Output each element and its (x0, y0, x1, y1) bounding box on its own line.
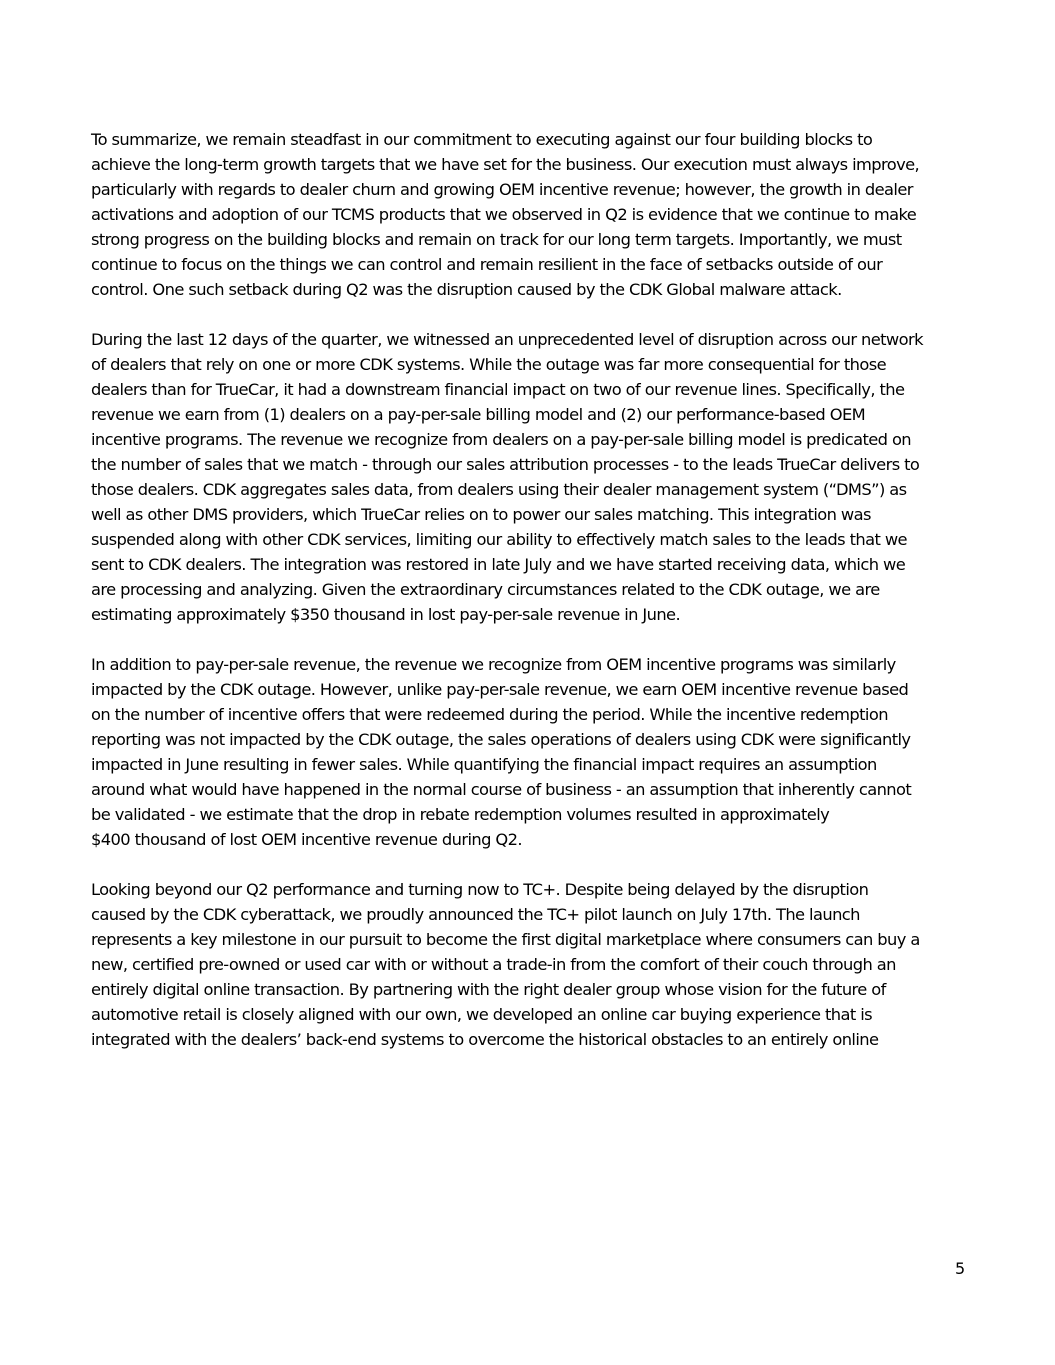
text-line: In addition to pay-per-sale revenue, the revenue we recognize from OEM incentive programs was similarly (91, 655, 896, 674)
text-line: those dealers. CDK aggregates sales data, from dealers using their dealer management system (“DMS”) as (91, 480, 907, 499)
page-number: 5 (955, 1259, 966, 1278)
text-line: well as other DMS providers, which TrueCar relies on to power our sales matching. This integration was (91, 505, 871, 524)
text-line: integrated with the dealers’ back-end systems to overcome the historical obstacles to an entirely online (91, 1030, 879, 1049)
paragraph-cdk-disruption (91, 327, 971, 627)
text-line: control. One such setback during Q2 was the disruption caused by the CDK Global malware attack. (91, 280, 842, 299)
text-line: revenue we earn from (1) dealers on a pay-per-sale billing model and (2) our performance-based OEM (91, 405, 866, 424)
text-line: reporting was not impacted by the CDK outage, the sales operations of dealers using CDK were significantly (91, 730, 911, 749)
text-line: continue to focus on the things we can control and remain resilient in the face of setbacks outside of our (91, 255, 883, 274)
text-line: the number of sales that we match - through our sales attribution processes - to the leads TrueCar delivers to (91, 455, 920, 474)
text-line: strong progress on the building blocks and remain on track for our long term targets. Importantly, we must (91, 230, 902, 249)
text-line: Looking beyond our Q2 performance and turning now to TC+. Despite being delayed by the disruption (91, 880, 869, 899)
text-line: represents a key milestone in our pursuit to become the first digital marketplace where consumers can buy a (91, 930, 920, 949)
text-line: around what would have happened in the normal course of business - an assumption that inherently cannot (91, 780, 912, 799)
text-line: entirely digital online transaction. By partnering with the right dealer group whose vision for the future of (91, 980, 886, 999)
text-line: impacted in June resulting in fewer sales. While quantifying the financial impact requires an assumption (91, 755, 877, 774)
text-line: To summarize, we remain steadfast in our commitment to executing against our four building blocks to (91, 130, 873, 149)
text-line: $400 thousand of lost OEM incentive revenue during Q2. (91, 830, 522, 849)
text-line: caused by the CDK cyberattack, we proudly announced the TC+ pilot launch on July 17th. The launch (91, 905, 860, 924)
text-line: on the number of incentive offers that were redeemed during the period. While the incentive redemption (91, 705, 888, 724)
text-line: of dealers that rely on one or more CDK systems. While the outage was far more consequential for those (91, 355, 886, 374)
text-line: dealers than for TrueCar, it had a downstream financial impact on two of our revenue lines. Specifically, the (91, 380, 905, 399)
text-line: be validated - we estimate that the drop in rebate redemption volumes resulted in approximately (91, 805, 830, 824)
text-line: During the last 12 days of the quarter, we witnessed an unprecedented level of disruption across our network (91, 330, 923, 349)
paragraph-summary (91, 127, 971, 302)
body-text (91, 127, 971, 1077)
text-line: suspended along with other CDK services, limiting our ability to effectively match sales to the leads that we (91, 530, 907, 549)
text-line: estimating approximately $350 thousand in lost pay-per-sale revenue in June. (91, 605, 681, 624)
text-line: impacted by the CDK outage. However, unlike pay-per-sale revenue, we earn OEM incentive revenue based (91, 680, 909, 699)
text-line: sent to CDK dealers. The integration was restored in late July and we have started receiving data, which we (91, 555, 906, 574)
text-line: automotive retail is closely aligned with our own, we developed an online car buying experience that is (91, 1005, 873, 1024)
text-line: are processing and analyzing. Given the extraordinary circumstances related to the CDK outage, we are (91, 580, 880, 599)
paragraph-tc-plus (91, 877, 971, 1052)
text-line: new, certified pre-owned or used car with or without a trade-in from the comfort of their couch through an (91, 955, 896, 974)
paragraph-oem-incentive (91, 652, 971, 852)
text-line: achieve the long-term growth targets that we have set for the business. Our execution must always improve, (91, 155, 920, 174)
text-line: activations and adoption of our TCMS products that we observed in Q2 is evidence that we continue to make (91, 205, 917, 224)
text-line: particularly with regards to dealer churn and growing OEM incentive revenue; however, the growth in dealer (91, 180, 913, 199)
text-line: incentive programs. The revenue we recognize from dealers on a pay-per-sale billing model is predicated on (91, 430, 912, 449)
